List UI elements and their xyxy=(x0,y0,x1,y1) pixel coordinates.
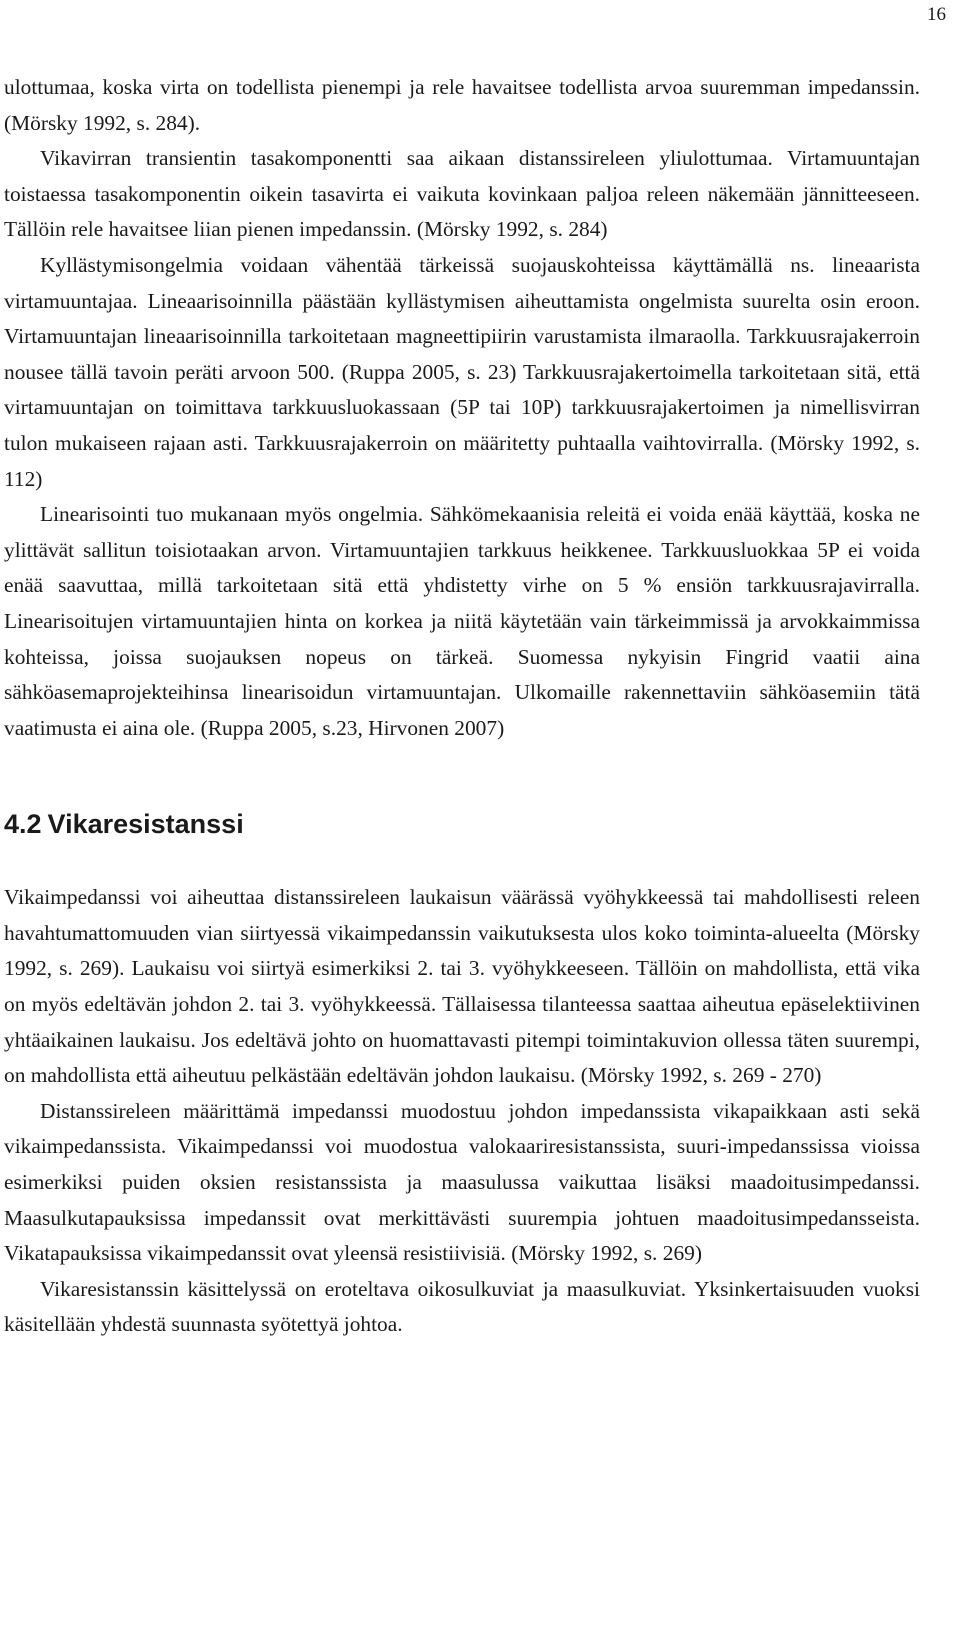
paragraph-linearization: Linearisointi tuo mukanaan myös ongelmia. Sähkömekaanisia releitä ei voida enää käyttää, koska ne ylittävät sallitun toisiotaakan arvon. Virtamuuntajien tarkkuus heikkenee. Tarkkuusluokkaa 5P ei voida enää saavuttaa, millä tarkoitetaan sitä että yhdistetty virhe on 5 % ensiön tarkkuusrajavirralla. Linearisoitujen virtamuuntajien hinta on korkea ja niitä käytetään vain tärkeimmissä ja arvokkaimmissa kohteissa, joissa suojauksen nopeus on tärkeä. Suomessa nykyisin Fingrid vaatii aina sähköasemaprojekteihinsa linearisoidun virtamuuntajan. Ulkomaille rakennettaviin sähköasemiin tätä vaatimusta ei aina ole. (Ruppa 2005, s.23, Hirvonen 2007) xyxy=(4,502,920,740)
document-body xyxy=(0,70,920,1343)
paragraph-continuation: ulottumaa, koska virta on todellista pienempi ja rele havaitsee todellista arvoa suuremman impedanssin. (Mörsky 1992, s. 284). xyxy=(4,75,920,135)
paragraph-saturation: Kyllästymisongelmia voidaan vähentää tärkeissä suojauskohteissa käyttämällä ns. lineaarista virtamuuntajaa. Lineaarisoinnilla päästään kyllästymisen aiheuttamista ongelmista suurelta osin eroon. Virtamuuntajan lineaarisoinnilla tarkoitetaan magneettipiirin varustamista ilmaraolla. Tarkkuusrajakerroin nousee tällä tavoin peräti arvoon 500. (Ruppa 2005, s. 23) Tarkkuusrajakertoimella tarkoitetaan sitä, että virtamuuntajan on toimittava tarkkuusluokassaan (5P tai 10P) tarkkuusrajakertoimen ja nimellisvirran tulon mukaiseen rajaan asti. Tarkkuusrajakerroin on määritetty puhtaalla vaihtovirralla. (Mörsky 1992, s. 112) xyxy=(4,252,920,491)
page-number: 16 xyxy=(927,4,946,25)
section-number: 4.2 xyxy=(4,809,42,840)
paragraph-distance-relay-impedance: Distanssireleen määrittämä impedanssi muodostuu johdon impedanssista vikapaikkaan asti sekä vikaimpedanssista. Vikaimpedanssi voi muodostua valokaariresistanssista, suuri-impedanssissa vioissa esimerkiksi puiden oksien resistanssista ja maasulussa vaikuttaa lisäksi maadoitusimpedanssi. Maasulkutapauksissa impedanssit ovat merkittävästi suurempia johtuen maadoitusimpedansseista. Vikatapauksissa vikaimpedanssit ovat yleensä resistiivisiä. (Mörsky 1992, s. 269) xyxy=(4,1098,920,1266)
paragraph-fault-resistance-handling: Vikaresistanssin käsittelyssä on eroteltava oikosulkuviat ja maasulkuviat. Yksinkertaisuuden vuoksi käsitellään yhdestä suunnasta syötettyä johtoa. xyxy=(4,1276,920,1337)
paragraph-transient: Vikavirran transientin tasakomponentti saa aikaan distanssireleen yliulottumaa. Virtamuuntajan toistaessa tasakomponentin oikein tasavirta ei vaikuta kovinkaan paljoa releen näkemään jännitteeseen. Tällöin rele havaitsee liian pienen impedanssin. (Mörsky 1992, s. 284) xyxy=(4,146,920,242)
paragraph-fault-impedance: Vikaimpedanssi voi aiheuttaa distanssireleen laukaisun väärässä vyöhykkeessä tai mahdollisesti releen havahtumattomuuden vian siirtyessä vikaimpedanssin vaikutuksesta ulos koko toiminta-alueelta (Mörsky 1992, s. 269). Laukaisu voi siirtyä esimerkiksi 2. tai 3. vyöhykkeeseen. Tällöin on mahdollista, että vika on myös edeltävän johdon 2. tai 3. vyöhykkeessä. Tällaisessa tilanteessa saattaa aiheutua epäselektiivinen yhtäaikainen laukaisu. Jos edeltävä johto on huomattavasti pitempi toimintakuvion ollessa täten suurempi, on mahdollista että aiheutuu pelkästään edeltävän johdon laukaisu. (Mörsky 1992, s. 269 - 270) xyxy=(4,885,920,1088)
section-title: Vikaresistanssi xyxy=(47,809,244,840)
section-heading xyxy=(4,807,920,841)
